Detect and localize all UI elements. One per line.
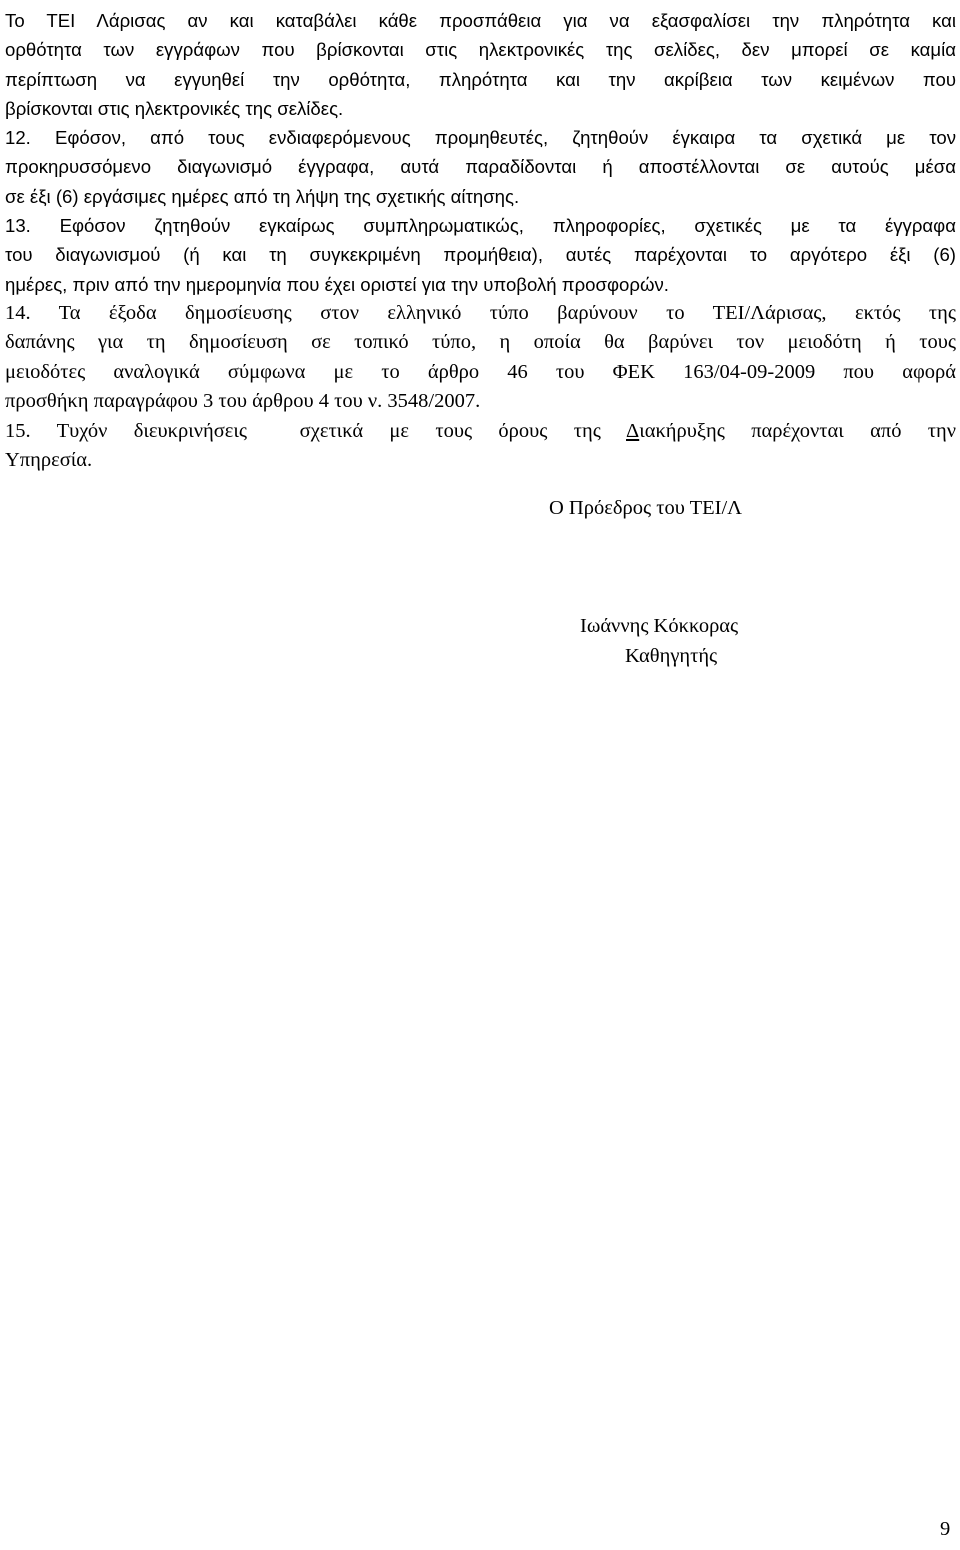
intro-paragraph — [5, 6, 956, 123]
signatory-name: Ιωάννης Κόκκορας — [580, 615, 739, 637]
text-line: 12. Εφόσον, από τους ενδιαφερόμενους προμηθευτές, ζητηθούν έγκαιρα τα σχετικά με τον — [5, 127, 956, 149]
document-body — [5, 6, 956, 476]
item-13-paragraph — [5, 211, 956, 299]
signature-title: Ο Πρόεδρος του ΤΕΙ/Λ — [549, 497, 743, 519]
text-line: δαπάνης για τη δημοσίευση σε τοπικό τύπο, η οποία θα βαρύνει τον μειοδότη ή τους — [5, 331, 956, 354]
signatory-role: Καθηγητής — [625, 645, 718, 667]
text-line: μειοδότες αναλογικά σύμφωνα με το άρθρο 46 του ΦΕΚ 163/04-09-2009 που αφορά — [5, 360, 956, 383]
text-line: ορθότητα των εγγράφων που βρίσκονται στις ηλεκτρονικές της σελίδες, δεν μπορεί σε καμία — [5, 39, 956, 61]
text-line: Υπηρεσία. — [5, 449, 93, 472]
text-line: προσθήκη παραγράφου 3 του άρθρου 4 του ν. 3548/2007. — [5, 390, 481, 413]
text-line: 14. Τα έξοδα δημοσίευσης στον ελληνικό τύπο βαρύνουν το ΤΕΙ/Λάρισας, εκτός της — [5, 301, 956, 324]
text-line: σε έξι (6) εργάσιμες ημέρες από τη λήψη της σχετικής αίτησης. — [5, 185, 520, 207]
item-15-text-end: ιακήρυξης παρέχονται από την — [639, 419, 956, 442]
text-line: ημέρες, πριν από την ημερομηνία που έχει οριστεί για την υποβολή προσφορών. — [5, 273, 669, 295]
item-15-paragraph — [5, 417, 956, 476]
underlined-letter: Δ — [626, 419, 640, 442]
item-14-paragraph — [5, 299, 956, 417]
text-line: περίπτωση να εγγυηθεί την ορθότητα, πληρότητα και την ακρίβεια των κειμένων που — [5, 68, 956, 90]
text-line: βρίσκονται στις ηλεκτρονικές της σελίδες. — [5, 97, 344, 119]
item-12-paragraph — [5, 123, 956, 211]
text-line: του διαγωνισμού (ή και τη συγκεκριμένη προμήθεια), αυτές παρέχονται το αργότερο έξι (6) — [5, 244, 956, 266]
text-line — [5, 417, 956, 447]
text-line: 13. Εφόσον ζητηθούν εγκαίρως συμπληρωματικώς, πληροφορίες, σχετικές με τα έγγραφα — [5, 215, 956, 237]
text-line: Το ΤΕΙ Λάρισας αν και καταβάλει κάθε προσπάθεια για να εξασφαλίσει την πληρότητα και — [5, 10, 956, 31]
text-line: προκηρυσσόμενο διαγωνισμό έγγραφα, αυτά παραδίδονται ή αποστέλλονται σε αυτούς μέσα — [5, 156, 956, 178]
page-number: 9 — [940, 1518, 951, 1540]
item-15-text-start: 15. Τυχόν διευκρινήσεις σχετικά με τους όρους της — [5, 419, 627, 442]
